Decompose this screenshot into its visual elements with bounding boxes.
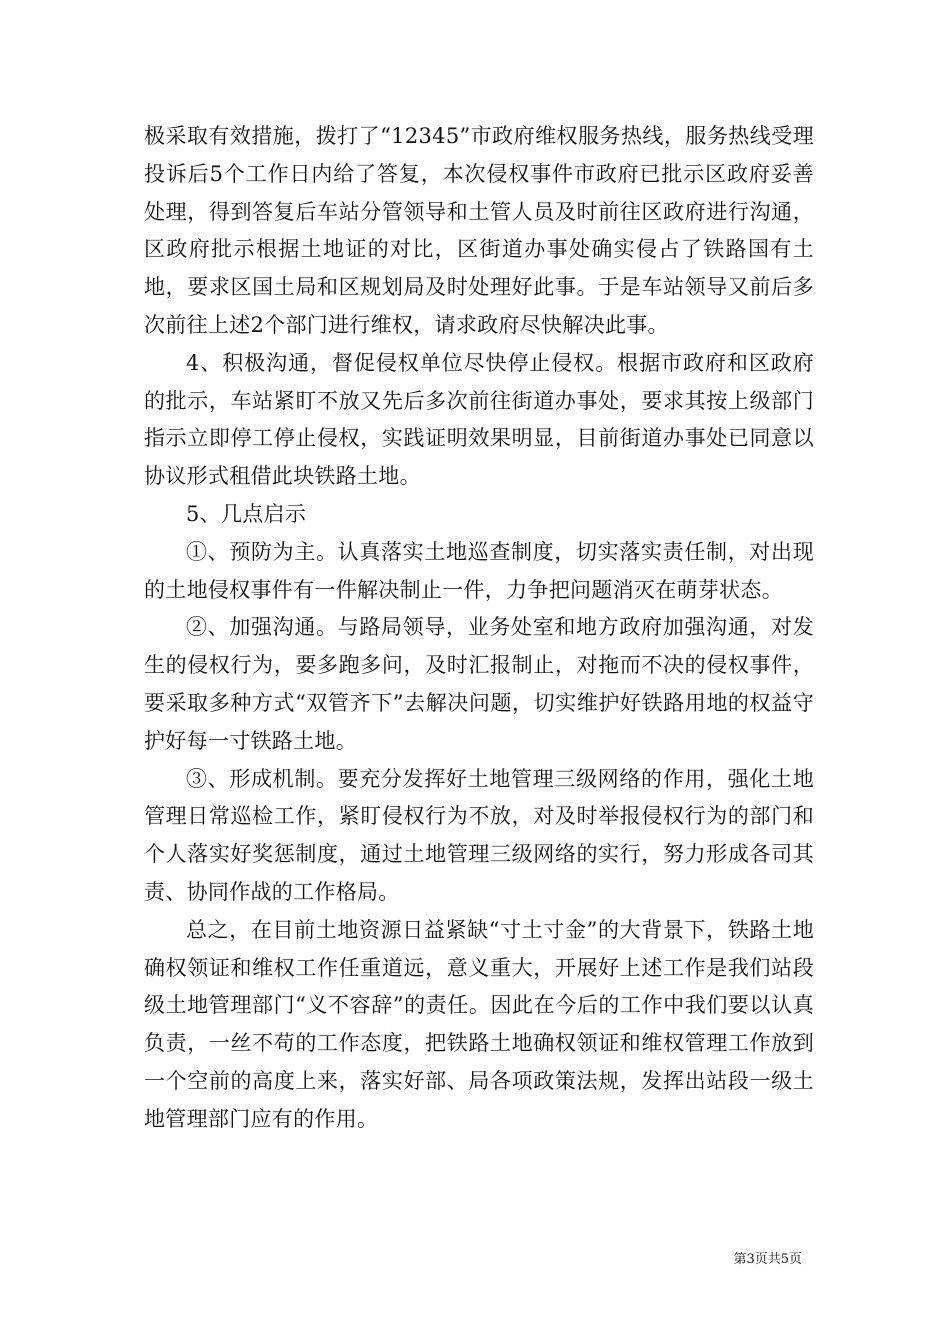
paragraph-point-3: ③、形成机制。要充分发挥好土地管理三级网络的作用，强化土地管理日常巡检工作，紧盯侵权行为不放，对及时举报侵权行为的部门和个人落实好奖惩制度，通过土地管理三级网络的实行，努力形成各司其责、协同作战的工作格局。 <box>144 766 814 904</box>
document-body <box>144 118 814 1139</box>
paragraph-point-1: ①、预防为主。认真落实土地巡查制度，切实落实责任制，对出现的土地侵权事件有一件解决制止一件，力争把问题消灭在萌芽状态。 <box>144 539 814 602</box>
paragraph-continuation: 极采取有效措施，拨打了“12345”市政府维权服务热线，服务热线受理投诉后5个工作日内给了答复，本次侵权事件市政府已批示区政府妥善处理，得到答复后车站分管领导和土管人员及时前往区政府进行沟通，区政府批示根据土地证的对比，区街道办事处确实侵占了铁路国有土地，要求区国土局和区规划局及时处理好此事。于是车站领导又前后多次前往上述2个部门进行维权，请求政府尽快解决此事。 <box>144 124 814 337</box>
paragraph-item-4: 4、积极沟通，督促侵权单位尽快停止侵权。根据市政府和区政府的批示，车站紧盯不放又先后多次前往街道办事处，要求其按上级部门指示立即停工停止侵权，实践证明效果明显，目前街道办事处已同意以协议形式租借此块铁路土地。 <box>144 350 814 489</box>
paragraph-conclusion: 总之，在目前土地资源日益紧缺“寸土寸金”的大背景下，铁路土地确权领证和维权工作任重道远，意义重大，开展好上述工作是我们站段级土地管理部门“义不容辞”的责任。因此在今后的工作中我们要以认真负责，一丝不苟的工作态度，把铁路土地确权领证和维权管理工作放到一个空前的高度上来，落实好部、局各项政策法规，发挥出站段一级土地管理部门应有的作用。 <box>144 917 814 1131</box>
paragraph-item-5-heading: 5、几点启示 <box>186 501 307 526</box>
paragraph-point-2: ②、加强沟通。与路局领导，业务处室和地方政府加强沟通，对发生的侵权行为，要多跑多问，及时汇报制止，对拖而不决的侵权事件，要采取多种方式“双管齐下”去解决问题，切实维护好铁路用地的权益守护好每一寸铁路土地。 <box>144 615 814 753</box>
page-number: 第3页共5页 <box>733 1252 802 1267</box>
